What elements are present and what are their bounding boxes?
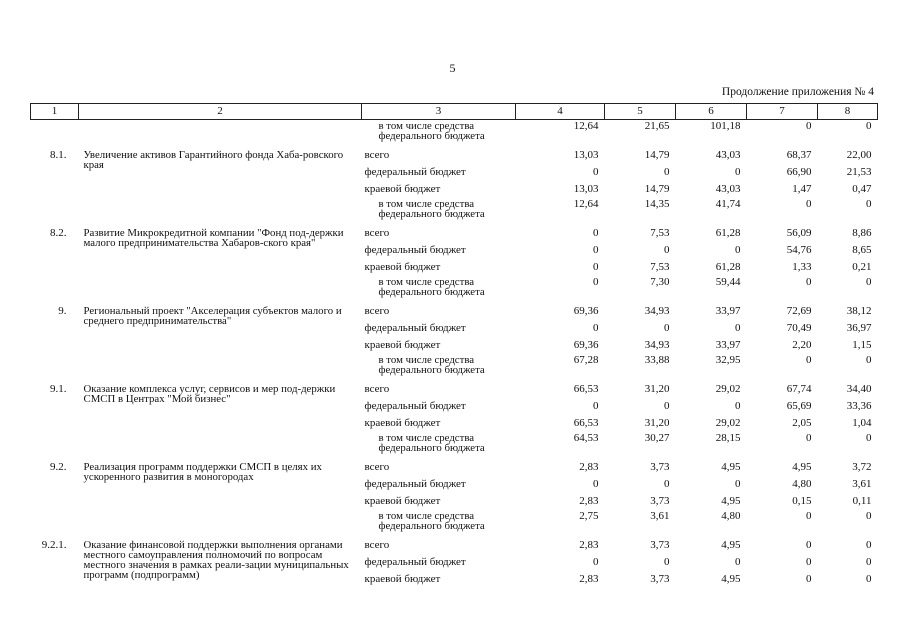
value-col-8: 0 [866, 555, 872, 568]
value-col-4: 0 [593, 165, 599, 178]
value-col-7: 0 [806, 275, 812, 288]
value-col-7: 56,09 [786, 226, 812, 239]
table-body [31, 120, 878, 588]
value-col-6: 29,02 [715, 382, 741, 395]
value-col-8: 3,72 [852, 460, 872, 473]
row-code [31, 120, 79, 147]
row-name: Региональный проект "Акселерация субъектов малого и среднего предпринимательства" [83, 304, 342, 327]
value-col-4: 0 [593, 226, 599, 239]
continuation-label: Продолжение приложения № 4 [721, 86, 874, 98]
value-col-7: 4,80 [792, 477, 812, 490]
value-col-6: 4,95 [721, 494, 741, 507]
value-col-6: 0 [735, 243, 741, 256]
value-col-5: 0 [664, 321, 670, 334]
value-col-8: 1,04 [852, 416, 872, 429]
row-name: Оказание финансовой поддержки выполнения органами местного самоуправления полномочий по вопросам местного значения в рамках реали-зации муниципальных программ (подпрограмм) [83, 538, 349, 581]
value-col-4: 2,83 [579, 572, 599, 585]
value-col-6: 61,28 [715, 260, 741, 273]
value-col-7: 0 [806, 555, 812, 568]
row-code: 9.1. [50, 382, 67, 395]
column-header-3: 3 [362, 104, 516, 120]
value-col-4: 2,83 [579, 460, 599, 473]
funding-source: всего [364, 226, 390, 239]
value-col-4: 0 [593, 555, 599, 568]
column-header-2: 2 [79, 104, 362, 120]
row-code: 8.2. [50, 226, 67, 239]
value-col-5: 7,53 [650, 260, 670, 273]
funding-source: в том числе средства федерального бюджета [378, 509, 485, 532]
value-col-6: 4,95 [721, 460, 741, 473]
value-col-8: 21,53 [846, 165, 872, 178]
value-col-7: 1,47 [792, 182, 812, 195]
value-col-6: 32,95 [715, 353, 741, 366]
value-col-6: 0 [735, 165, 741, 178]
value-col-5: 0 [664, 243, 670, 256]
funding-source: всего [364, 460, 390, 473]
funding-source: краевой бюджет [364, 182, 441, 195]
value-col-6: 101,18 [710, 120, 741, 132]
value-col-4: 12,64 [573, 197, 599, 210]
value-col-7: 0,15 [792, 494, 812, 507]
funding-source: всего [364, 538, 390, 551]
value-col-7: 0 [806, 197, 812, 210]
value-col-8: 36,97 [846, 321, 872, 334]
value-col-6: 4,80 [721, 509, 741, 522]
value-col-5: 0 [664, 555, 670, 568]
value-col-5: 31,20 [644, 382, 670, 395]
funding-source: краевой бюджет [364, 338, 441, 351]
column-header-1: 1 [31, 104, 79, 120]
funding-source: федеральный бюджет [364, 321, 466, 334]
value-col-7: 0 [806, 538, 812, 551]
value-col-6: 0 [735, 477, 741, 490]
funding-source: в том числе средства федерального бюджета [378, 275, 485, 298]
value-col-6: 61,28 [715, 226, 741, 239]
funding-source: краевой бюджет [364, 416, 441, 429]
value-col-7: 68,37 [786, 148, 812, 161]
value-col-8: 0 [866, 538, 872, 551]
value-col-7: 72,69 [786, 304, 812, 317]
value-col-4: 0 [593, 399, 599, 412]
value-col-4: 66,53 [573, 382, 599, 395]
funding-source: федеральный бюджет [364, 165, 466, 178]
value-col-4: 12,64 [573, 120, 599, 132]
row-code: 8.1. [50, 148, 67, 161]
value-col-6: 41,74 [715, 197, 741, 210]
table-row [31, 459, 878, 476]
column-header-8: 8 [818, 104, 878, 120]
row-code: 9.2. [50, 460, 67, 473]
row-code: 9.2.1. [41, 538, 67, 551]
value-col-8: 22,00 [846, 148, 872, 161]
funding-source: федеральный бюджет [364, 477, 466, 490]
value-col-7: 66,90 [786, 165, 812, 178]
value-col-8: 0 [866, 275, 872, 288]
value-col-5: 14,79 [644, 148, 670, 161]
value-col-7: 0 [806, 431, 812, 444]
page-number: 5 [449, 61, 456, 75]
value-col-4: 67,28 [573, 353, 599, 366]
funding-source: краевой бюджет [364, 572, 441, 585]
value-col-6: 59,44 [715, 275, 741, 288]
row-code: 9. [58, 304, 67, 317]
value-col-8: 34,40 [846, 382, 872, 395]
value-col-5: 14,79 [644, 182, 670, 195]
value-col-6: 43,03 [715, 182, 741, 195]
funding-source: всего [364, 382, 390, 395]
value-col-6: 29,02 [715, 416, 741, 429]
header-row [31, 104, 878, 120]
value-col-5: 3,73 [650, 572, 670, 585]
value-col-8: 0,11 [852, 494, 872, 507]
value-col-8: 0,21 [852, 260, 872, 273]
value-col-5: 3,73 [650, 538, 670, 551]
value-col-7: 0 [806, 509, 812, 522]
value-col-4: 2,83 [579, 538, 599, 551]
value-col-4: 0 [593, 321, 599, 334]
value-col-7: 2,05 [792, 416, 812, 429]
value-col-6: 33,97 [715, 304, 741, 317]
column-header-5: 5 [605, 104, 676, 120]
budget-table [30, 103, 878, 588]
funding-source: в том числе средства федерального бюджета [378, 197, 485, 220]
value-col-7: 1,33 [792, 260, 812, 273]
value-col-5: 7,53 [650, 226, 670, 239]
row-name: Развитие Микрокредитной компании "Фонд под-держки малого предпринимательства Хабаров-ского края" [83, 226, 344, 249]
value-col-5: 34,93 [644, 338, 670, 351]
value-col-6: 28,15 [715, 431, 741, 444]
value-col-7: 67,74 [786, 382, 812, 395]
row-name: Увеличение активов Гарантийного фонда Хаба-ровского края [83, 148, 344, 171]
value-col-8: 0 [866, 509, 872, 522]
table-row [31, 225, 878, 242]
value-col-8: 33,36 [846, 399, 872, 412]
value-col-4: 0 [593, 243, 599, 256]
value-col-7: 0 [806, 572, 812, 585]
table-row [31, 303, 878, 320]
value-col-5: 14,35 [644, 197, 670, 210]
funding-source: всего [364, 304, 390, 317]
value-col-8: 8,86 [852, 226, 872, 239]
funding-source: федеральный бюджет [364, 243, 466, 256]
value-col-5: 0 [664, 399, 670, 412]
value-col-8: 0 [866, 353, 872, 366]
value-col-6: 4,95 [721, 572, 741, 585]
value-col-4: 66,53 [573, 416, 599, 429]
funding-source: федеральный бюджет [364, 399, 466, 412]
column-header-4: 4 [516, 104, 605, 120]
value-col-4: 2,83 [579, 494, 599, 507]
value-col-5: 21,65 [644, 120, 670, 132]
value-col-6: 0 [735, 555, 741, 568]
table-row [31, 120, 878, 147]
value-col-7: 0 [806, 353, 812, 366]
funding-source: в том числе средства федерального бюджета [378, 353, 485, 376]
funding-source: краевой бюджет [364, 494, 441, 507]
row-name [79, 120, 362, 147]
value-col-4: 69,36 [573, 338, 599, 351]
value-col-8: 38,12 [846, 304, 872, 317]
value-col-5: 0 [664, 477, 670, 490]
value-col-6: 0 [735, 399, 741, 412]
value-col-6: 43,03 [715, 148, 741, 161]
value-col-7: 2,20 [792, 338, 812, 351]
value-col-8: 1,15 [852, 338, 872, 351]
value-col-4: 64,53 [573, 431, 599, 444]
row-name: Реализация программ поддержки СМСП в целях их ускоренного развития в моногородах [83, 460, 322, 483]
table-row [31, 537, 878, 554]
value-col-4: 13,03 [573, 148, 599, 161]
funding-source: всего [364, 148, 390, 161]
value-col-5: 30,27 [644, 431, 670, 444]
value-col-8: 0 [866, 431, 872, 444]
value-col-8: 0 [866, 197, 872, 210]
table-row [31, 147, 878, 164]
value-col-4: 13,03 [573, 182, 599, 195]
value-col-4: 0 [593, 260, 599, 273]
funding-source: краевой бюджет [364, 260, 441, 273]
value-col-5: 3,73 [650, 460, 670, 473]
value-col-4: 0 [593, 275, 599, 288]
funding-source: федеральный бюджет [364, 555, 466, 568]
value-col-4: 0 [593, 477, 599, 490]
value-col-5: 34,93 [644, 304, 670, 317]
value-col-5: 0 [664, 165, 670, 178]
value-col-5: 33,88 [644, 353, 670, 366]
row-name: Оказание комплекса услуг, сервисов и мер под-держки СМСП в Центрах "Мой бизнес" [83, 382, 336, 405]
value-col-7: 70,49 [786, 321, 812, 334]
value-col-6: 0 [735, 321, 741, 334]
value-col-6: 33,97 [715, 338, 741, 351]
value-col-7: 0 [806, 120, 812, 132]
value-col-8: 0 [866, 572, 872, 585]
value-col-8: 3,61 [852, 477, 872, 490]
value-col-4: 69,36 [573, 304, 599, 317]
funding-source: в том числе средства федерального бюджета [378, 120, 485, 142]
column-header-6: 6 [676, 104, 747, 120]
column-header-7: 7 [747, 104, 818, 120]
value-col-6: 4,95 [721, 538, 741, 551]
value-col-5: 7,30 [650, 275, 670, 288]
value-col-8: 0 [866, 120, 872, 132]
value-col-7: 65,69 [786, 399, 812, 412]
value-col-5: 3,73 [650, 494, 670, 507]
funding-source: в том числе средства федерального бюджета [378, 431, 485, 454]
value-col-8: 0,47 [852, 182, 872, 195]
value-col-4: 2,75 [579, 509, 599, 522]
value-col-7: 54,76 [786, 243, 812, 256]
value-col-8: 8,65 [852, 243, 872, 256]
table-row [31, 381, 878, 398]
value-col-5: 31,20 [644, 416, 670, 429]
value-col-5: 3,61 [650, 509, 670, 522]
value-col-7: 4,95 [792, 460, 812, 473]
